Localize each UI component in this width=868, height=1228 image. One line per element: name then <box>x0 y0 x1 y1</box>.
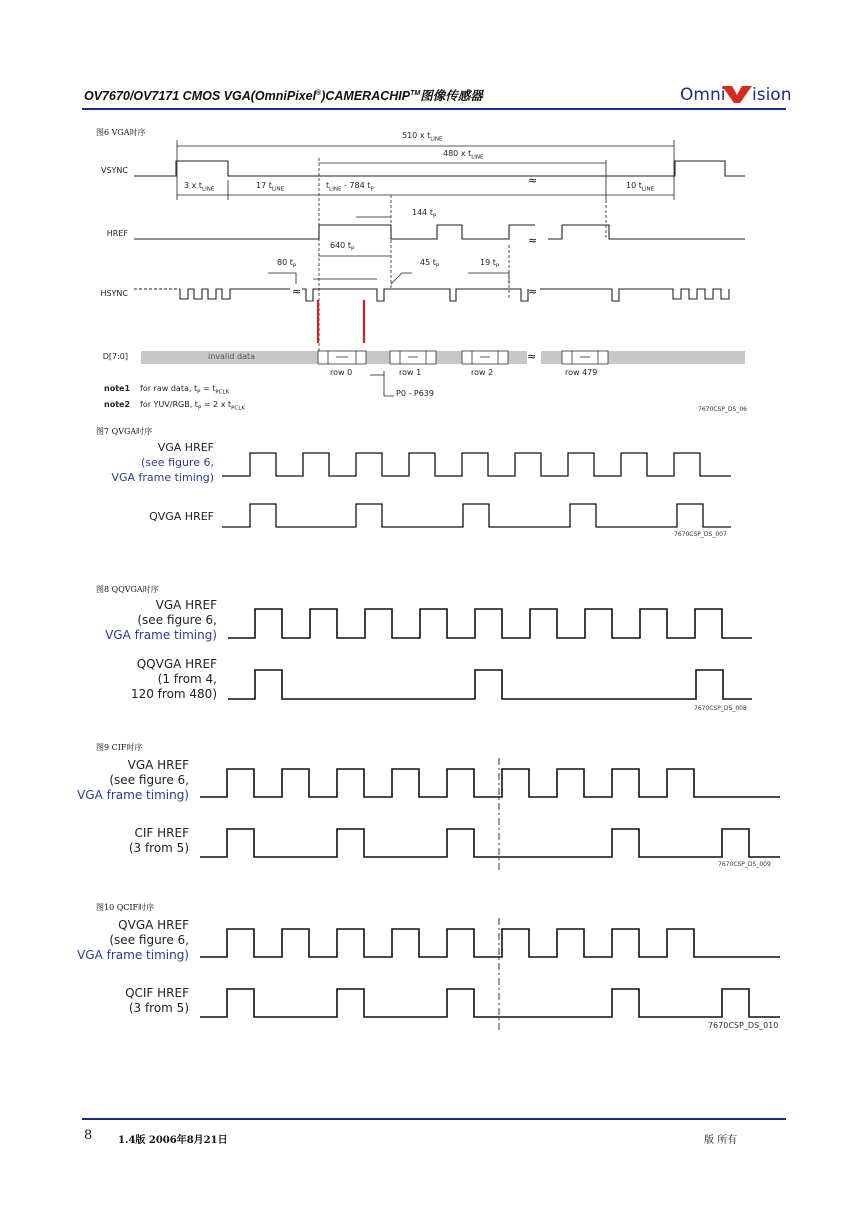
vga-href-waveform <box>200 769 780 797</box>
note1: note1 for raw data, $t_P = t_{PCLK}$ <box>104 384 230 396</box>
figure8-caption: 图8 QQVGA时序 <box>96 585 159 594</box>
logo-text-left: Omni <box>680 85 726 105</box>
note2: note2 for YUV/RGB, $t_P = 2$ x $t_{PCLK}$ <box>104 400 245 412</box>
title-trademark: TM <box>410 89 421 97</box>
svg-text:≈: ≈ <box>527 350 537 363</box>
figure9-sig1-label: VGA HREF (see figure 6, VGA frame timing) <box>77 758 189 802</box>
figure8-sig2-label: QQVGA HREF (1 from 4, 120 from 480) <box>130 657 217 701</box>
row2-label: row 2 <box>471 368 494 377</box>
dim-3-label: 3 x $t_{LINE}$ <box>184 181 215 193</box>
figure10-sig2-label: QCIF HREF (3 from 5) <box>125 986 189 1015</box>
vsync-label: VSYNC <box>100 166 128 175</box>
row-blocks <box>318 351 608 364</box>
title-mid: )CAMERACHIP <box>321 89 411 103</box>
figure9-waveforms <box>0 758 868 873</box>
qvga-href-waveform <box>200 929 780 957</box>
figure7-code: 7670CSP_DS_007 <box>674 531 727 538</box>
dim-80-label: 80 $t_P$ <box>277 258 297 270</box>
figure6-caption: 图6 VGA时序 <box>96 128 146 137</box>
figure8-sig1-label: VGA HREF (see figure 6, VGA frame timing) <box>105 598 217 642</box>
qqvga-href-waveform <box>228 670 752 699</box>
row0-label: row 0 <box>330 368 353 377</box>
row479-label: row 479 <box>565 368 598 377</box>
figure10-code: 7670CSP_DS_010 <box>708 1021 779 1030</box>
figure9-code: 7670CSP_DS_009 <box>718 861 771 868</box>
title-registered: ® <box>316 89 322 97</box>
href-waveform <box>134 225 535 239</box>
dim-19-label: 19 $t_P$ <box>480 258 500 270</box>
row1-label: row 1 <box>399 368 422 377</box>
break-mark: ≈ <box>528 174 538 187</box>
qvga-href-waveform <box>222 504 731 527</box>
dim-10-label: 10 $t_{LINE}$ <box>626 181 655 193</box>
svg-text:≈: ≈ <box>292 285 302 298</box>
dim-640-label: 640 $t_P$ <box>330 241 355 253</box>
figure7-waveforms <box>0 440 868 540</box>
dim-510-label: 510 x $t_{LINE}$ <box>402 131 443 143</box>
dim-17-label: 17 $t_{LINE}$ <box>256 181 285 193</box>
figure8-code: 7670CSP_DS_008 <box>694 705 747 712</box>
figure10-waveforms <box>0 918 868 1033</box>
figure6-code: 7670CSP_DS_06 <box>698 406 747 413</box>
copyright: 版 所有 <box>704 1135 738 1146</box>
dim-144-label: 144 $t_P$ <box>412 208 437 220</box>
pixel-range-label: P0 - P639 <box>396 389 434 398</box>
figure9-caption: 图9 CIF时序 <box>96 743 143 752</box>
invalid-data-label: invalid data <box>208 352 256 361</box>
figure10-caption: 图10 QCIF时序 <box>96 903 155 912</box>
dim-784-label: $t_{LINE} - 784$ $t_P$ <box>326 181 374 193</box>
vga-href-waveform <box>222 453 731 476</box>
footer-rule <box>82 1118 786 1120</box>
cif-href-waveform <box>200 829 780 857</box>
dim-480-label: 480 x $t_{LINE}$ <box>443 149 484 161</box>
dim-45-label: 45 $t_P$ <box>420 258 440 270</box>
href-label: HREF <box>106 229 128 238</box>
figure8-waveforms <box>0 600 868 710</box>
data-bus-label: D[7:0] <box>102 352 128 361</box>
svg-text:≈: ≈ <box>528 285 538 298</box>
qcif-href-waveform <box>200 989 780 1017</box>
title-main: OV7670/OV7171 CMOS VGA(OmniPixel <box>84 89 317 103</box>
hsync-label: HSYNC <box>100 289 128 298</box>
figure7-caption: 图7 QVGA时序 <box>96 427 153 436</box>
figure10-sig1-label: QVGA HREF (see figure 6, VGA frame timing) <box>77 918 189 962</box>
title-end: 图像传感器 <box>420 89 483 103</box>
vga-href-waveform <box>228 609 752 638</box>
logo-text-right: ision <box>752 85 792 105</box>
page-number: 8 <box>84 1128 93 1143</box>
figure9-sig2-label: CIF HREF (3 from 5) <box>128 826 189 855</box>
svg-text:≈: ≈ <box>528 234 538 247</box>
figure7-sig2-label: QVGA HREF <box>149 510 214 523</box>
version-date: 1.4版 2006年8月21日 <box>118 1135 228 1146</box>
figure7-sig1-label: VGA HREF (see figure 6, VGA frame timing) <box>111 441 214 484</box>
